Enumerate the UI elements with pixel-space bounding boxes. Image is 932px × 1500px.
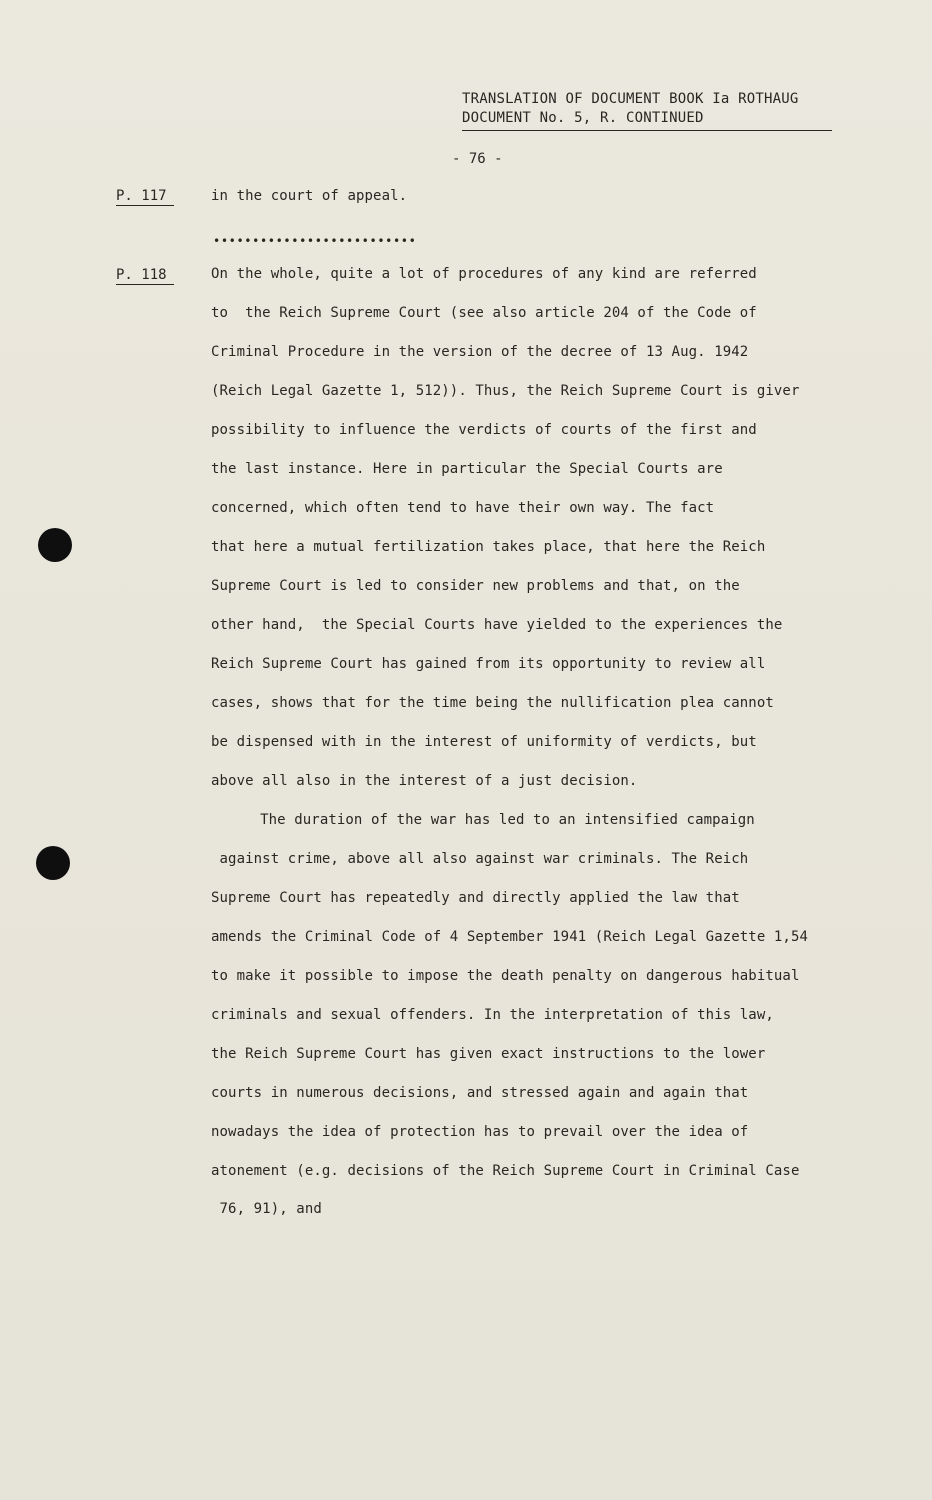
body-line: be dispensed with in the interest of uniformity of verdicts, but — [211, 734, 757, 750]
body-line: the last instance. Here in particular the Special Courts are — [211, 461, 723, 477]
body-line: criminals and sexual offenders. In the interpretation of this law, — [211, 1007, 774, 1023]
body-line: in the court of appeal. — [211, 188, 408, 204]
header-title-line: TRANSLATION OF DOCUMENT BOOK Ia ROTHAUG — [462, 91, 799, 107]
body-line: other hand, the Special Courts have yielded to the experiences the — [211, 617, 783, 633]
body-line: to make it possible to impose the death penalty on dangerous habitual — [211, 968, 800, 984]
body-line: Reich Supreme Court has gained from its opportunity to review all — [211, 656, 766, 672]
body-line: Criminal Procedure in the version of the decree of 13 Aug. 1942 — [211, 344, 749, 360]
punch-hole-lower — [36, 846, 70, 880]
body-line: that here a mutual fertilization takes place, that here the Reich — [211, 539, 766, 555]
margin-label-p118: P. 118 — [116, 267, 174, 285]
body-line: possibility to influence the verdicts of courts of the first and — [211, 422, 757, 438]
body-line: (Reich Legal Gazette 1, 512)). Thus, the Reich Supreme Court is giver — [211, 383, 800, 399]
page-number: - 76 - — [452, 151, 503, 167]
body-line: cases, shows that for the time being the nullification plea cannot — [211, 695, 774, 711]
margin-label-p117: P. 117 — [116, 188, 174, 206]
body-line: atonement (e.g. decisions of the Reich Supreme Court in Criminal Case — [211, 1163, 800, 1179]
punch-hole-upper — [38, 528, 72, 562]
body-line: Supreme Court is led to consider new problems and that, on the — [211, 578, 740, 594]
body-line: the Reich Supreme Court has given exact instructions to the lower — [211, 1046, 766, 1062]
body-line: above all also in the interest of a just decision. — [211, 773, 638, 789]
body-line: nowadays the idea of protection has to prevail over the idea of — [211, 1124, 749, 1140]
body-line: to the Reich Supreme Court (see also article 204 of the Code of — [211, 305, 757, 321]
body-line: against crime, above all also against war criminals. The Reich — [211, 851, 749, 867]
body-line: courts in numerous decisions, and stressed again and again that — [211, 1085, 749, 1101]
body-line: On the whole, quite a lot of procedures of any kind are referred — [211, 266, 757, 282]
body-line: amends the Criminal Code of 4 September 1941 (Reich Legal Gazette 1,54 — [211, 929, 809, 945]
body-line: 76, 91), and — [211, 1201, 322, 1217]
body-line: Supreme Court has repeatedly and directly applied the law that — [211, 890, 740, 906]
dotted-separator: •••••••••••••••••••••••••• — [213, 234, 417, 248]
body-line: concerned, which often tend to have their own way. The fact — [211, 500, 715, 516]
header-document-line: DOCUMENT No. 5, R. CONTINUED — [462, 109, 832, 131]
document-header — [462, 90, 832, 131]
body-line: The duration of the war has led to an intensified campaign — [226, 812, 755, 828]
